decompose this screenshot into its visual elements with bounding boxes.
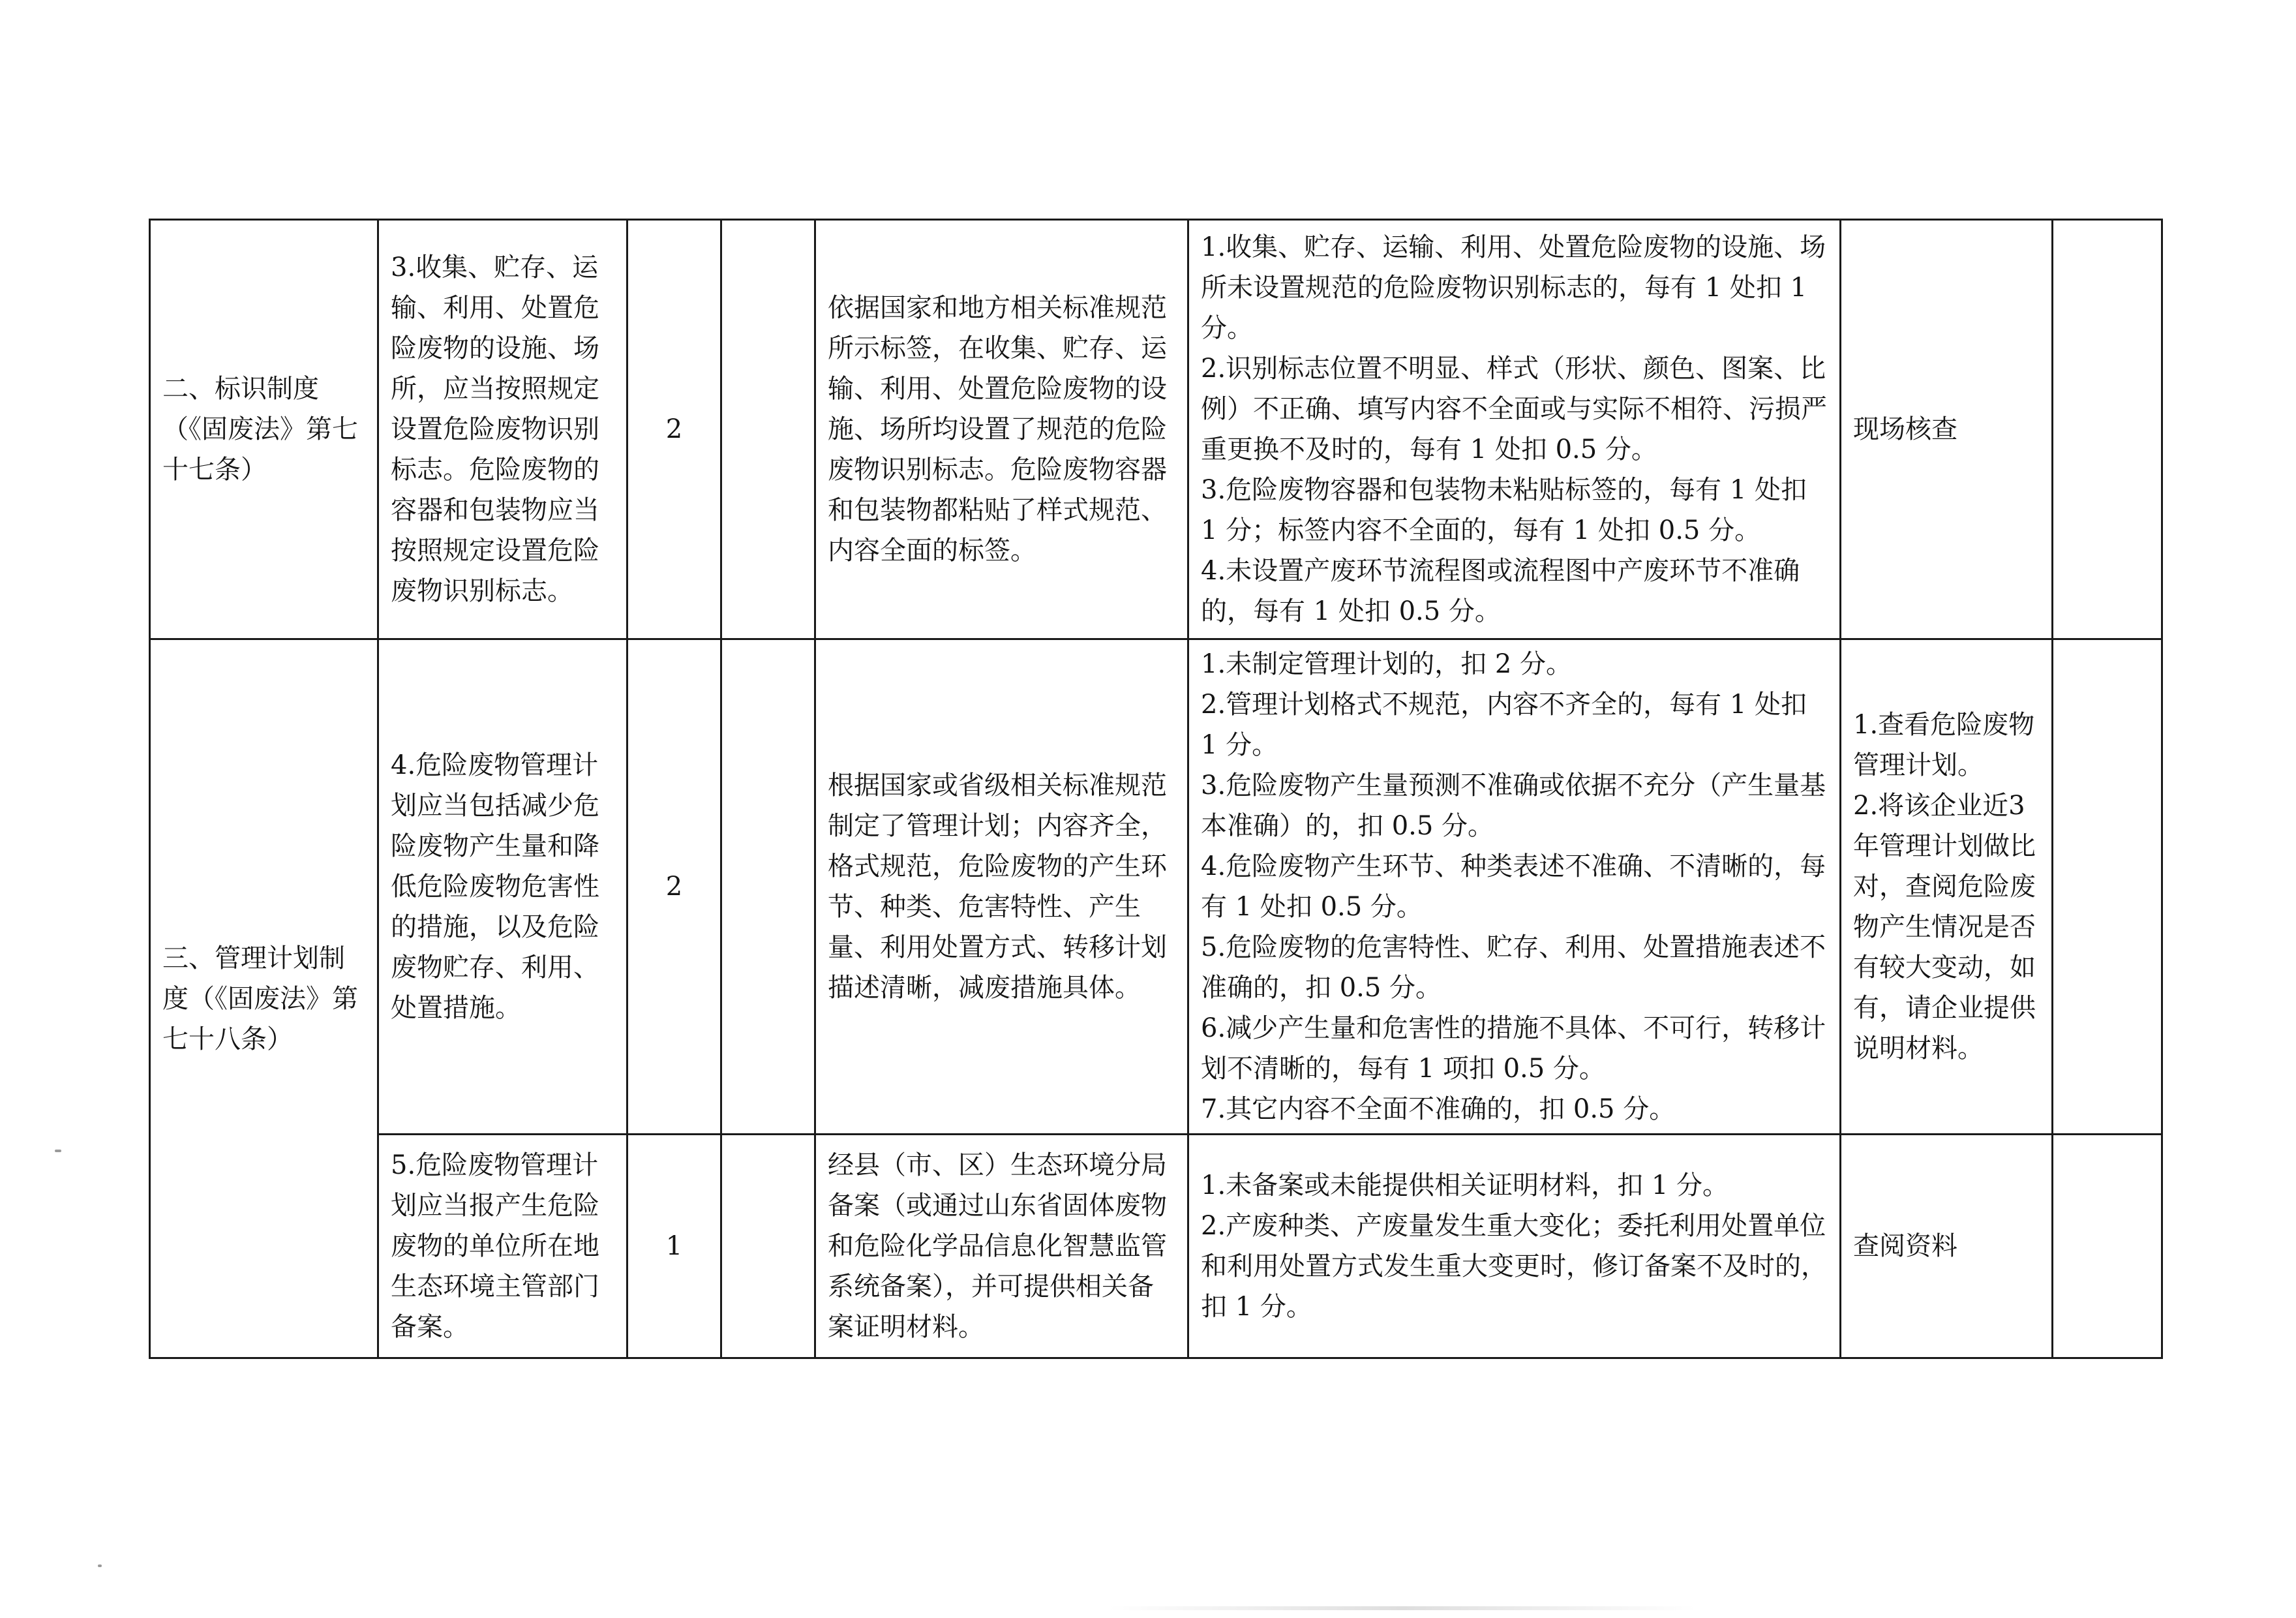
deduction-item: 3.危险废物产生量预测不准确或依据不充分（产生量基本准确）的，扣 0.5 分。 [1201, 771, 1826, 841]
deduction-item: 1.收集、贮存、运输、利用、处置危险废物的设施、场所未设置规范的危险废物识别标志的，每有 1 处扣 1 分。 [1201, 232, 1826, 343]
requirement-cell: 5.危险废物管理计划应当报产生危险废物的单位所在地生态环境主管部门备案。 [378, 1135, 627, 1358]
blank-cell [2053, 1135, 2162, 1358]
blank-cell [2053, 220, 2162, 639]
table-row [150, 639, 2162, 1135]
blank-cell [721, 220, 815, 639]
deduction-item: 2.管理计划格式不规范，内容不齐全的，每有 1 处扣 1 分。 [1201, 690, 1807, 760]
scan-speck [55, 1150, 61, 1152]
deduction-item: 2.识别标志位置不明显、样式（形状、颜色、图案、比例）不正确、填写内容不全面或与实际不相符、污损严重更换不及时的，每有 1 处扣 0.5 分。 [1201, 354, 1827, 465]
scan-edge-shadow [1109, 1606, 1696, 1610]
table-row [150, 1135, 2162, 1358]
scan-speck [98, 1565, 102, 1567]
method-cell [1841, 639, 2053, 1135]
blank-cell [2053, 639, 2162, 1135]
deduction-cell [1188, 1135, 1841, 1358]
deduction-item: 5.危险废物的危害特性、贮存、利用、处置措施表述不准确的，扣 0.5 分。 [1201, 932, 1826, 1003]
method-cell: 现场核查 [1841, 220, 2053, 639]
deduction-item: 4.危险废物产生环节、种类表述不准确、不清晰的，每有 1 处扣 0.5 分。 [1201, 851, 1826, 922]
deduction-item: 1.未备案或未能提供相关证明材料，扣 1 分。 [1201, 1170, 1729, 1200]
score-cell: 2 [627, 639, 721, 1135]
blank-cell [721, 639, 815, 1135]
deduction-item: 3.危险废物容器和包装物未粘贴标签的，每有 1 处扣 1 分；标签内容不全面的，每有 1 处扣 0.5 分。 [1201, 475, 1807, 545]
inspection-criteria-table [149, 219, 2163, 1359]
standard-cell: 依据国家和地方相关标准规范所示标签，在收集、贮存、运输、利用、处置危险废物的设施、场所均设置了规范的危险废物识别标志。危险废物容器和包装物都粘贴了样式规范、内容全面的标签。 [815, 220, 1188, 639]
blank-cell [721, 1135, 815, 1358]
category-cell: 三、管理计划制度（《固废法》第七十八条） [150, 639, 378, 1358]
deduction-item: 6.减少产生量和危害性的措施不具体、不可行，转移计划不清晰的，每有 1 项扣 0.5 分。 [1201, 1013, 1826, 1084]
deduction-item: 7.其它内容不全面不准确的，扣 0.5 分。 [1201, 1094, 1676, 1124]
requirement-cell: 3.收集、贮存、运输、利用、处置危险废物的设施、场所，应当按照规定设置危险废物识别标志。危险废物的容器和包装物应当按照规定设置危险废物识别标志。 [378, 220, 627, 639]
category-cell: 二、标识制度（《固废法》第七十七条） [150, 220, 378, 639]
deduction-cell [1188, 639, 1841, 1135]
method-item: 1.查看危险废物管理计划。 [1853, 710, 2035, 780]
deduction-item: 1.未制定管理计划的，扣 2 分。 [1201, 649, 1573, 679]
table-row [150, 220, 2162, 639]
score-cell: 2 [627, 220, 721, 639]
deduction-item: 2.产废种类、产废量发生重大变化；委托利用处置单位和利用处置方式发生重大变更时，修订备案不及时的，扣 1 分。 [1201, 1211, 1827, 1322]
requirement-cell: 4.危险废物管理计划应当包括减少危险废物产生量和降低危险废物危害性的措施，以及危险废物贮存、利用、处置措施。 [378, 639, 627, 1135]
method-item: 2.将该企业近3年管理计划做比对，查阅危险废物产生情况是否有较大变动，如有，请企业提供说明材料。 [1853, 791, 2036, 1063]
standard-cell: 经县（市、区）生态环境分局备案（或通过山东省固体废物和危险化学品信息化智慧监管系统备案），并可提供相关备案证明材料。 [815, 1135, 1188, 1358]
standard-cell: 根据国家或省级相关标准规范制定了管理计划；内容齐全，格式规范，危险废物的产生环节、种类、危害特性、产生量、利用处置方式、转移计划描述清晰，减废措施具体。 [815, 639, 1188, 1135]
score-cell: 1 [627, 1135, 721, 1358]
deduction-cell [1188, 220, 1841, 639]
deduction-item: 4.未设置产废环节流程图或流程图中产废环节不准确的，每有 1 处扣 0.5 分。 [1201, 556, 1800, 626]
method-cell: 查阅资料 [1841, 1135, 2053, 1358]
